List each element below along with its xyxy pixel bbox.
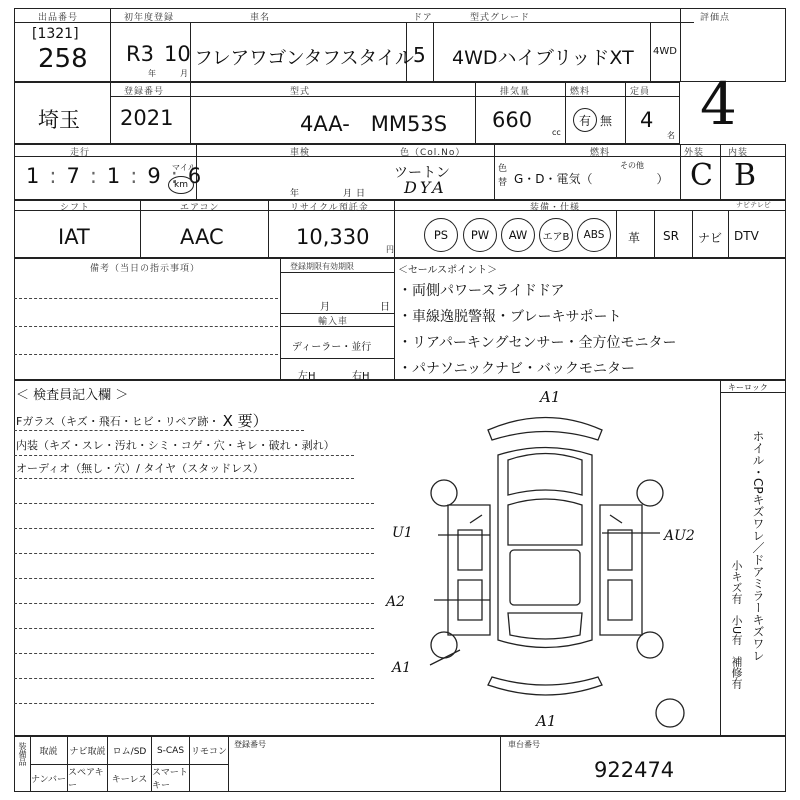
import-label: 輸入車 — [318, 317, 349, 327]
footer-item: ナビ取説 — [68, 737, 108, 764]
equip-text: エアB — [542, 231, 570, 243]
reg-month: 10 — [164, 42, 191, 66]
keylock-label: キーロック — [728, 383, 768, 392]
car-name-label: 車名 — [250, 13, 271, 23]
aircon: AAC — [180, 225, 224, 249]
equip-text: ABS — [583, 229, 605, 241]
interior-line: 内装（キズ・スレ・汚れ・シミ・コゲ・穴・キレ・破れ・剥れ） — [16, 439, 335, 452]
equipment-leather: 革 — [628, 231, 641, 245]
score-label: 評価点 — [700, 13, 731, 23]
frame-number: 922474 — [594, 758, 675, 782]
model-year: 2021 — [120, 106, 174, 130]
footer-item: S-CAS — [152, 737, 190, 764]
selling-point: ・車線逸脱警報・ブレーキサポート — [398, 309, 622, 325]
reg-number-label: 登録番号 — [234, 740, 266, 749]
deadline-label: 登録期限有効期限 — [290, 262, 354, 271]
score: 4 — [700, 70, 737, 138]
rear-window-shape — [508, 613, 582, 639]
cc-value: 660 — [492, 108, 533, 132]
selling-point: ・パナソニックナビ・バックモニター — [398, 361, 636, 377]
km-text: km — [174, 180, 188, 190]
glass-text: Fガラス（キズ・飛石・ヒビ・リペア跡・ — [16, 414, 220, 428]
car-name: フレアワゴンタフスタイル — [194, 47, 414, 69]
footer-item: スマートキー — [152, 765, 190, 791]
fuel-no: 無 — [600, 114, 613, 128]
damage-mark: A1 — [536, 712, 557, 730]
rear-bumper-shape — [488, 677, 602, 695]
seats: 4 — [640, 108, 654, 132]
roof-shape — [510, 550, 580, 605]
equipment-airbag — [539, 218, 573, 252]
mileage-digit: 1 — [26, 164, 40, 188]
insp-tsuki: 月 — [343, 189, 353, 199]
lot-label: 出品番号 — [38, 13, 79, 23]
selling-points-title: ＜セールスポイント＞ — [398, 265, 498, 276]
mileage-digit: 7 — [66, 164, 80, 188]
mileage-digit: 1 — [106, 164, 121, 188]
fuel-yes-text: 有 — [578, 113, 591, 128]
era-year: R3 — [126, 42, 154, 66]
deadline-day: 日 — [380, 302, 390, 313]
frame-number-label: 車台番号 — [508, 740, 540, 749]
seats-unit: 名 — [667, 131, 675, 140]
cc-label: 排気量 — [500, 87, 531, 97]
inspector-title: ＜ 検査員記入欄 ＞ — [16, 388, 129, 403]
equip-text: PS — [433, 228, 449, 242]
color-label: 色（Col.No） — [400, 148, 466, 158]
exterior-label: 外装 — [684, 148, 705, 158]
dealer-label: ディーラー・並行 — [292, 342, 372, 353]
drive: 4WD — [653, 46, 677, 57]
fuel-other: その他 — [620, 161, 644, 170]
equipment-aw — [501, 218, 535, 252]
fuel-types: G・D・電気（ ） — [514, 172, 669, 186]
handle-left: 左H — [298, 371, 316, 382]
damage-mark: AU2 — [664, 528, 695, 544]
interior-grade: B — [734, 158, 757, 193]
equipment-pw — [463, 218, 497, 252]
interior-label: 内装 — [728, 148, 749, 158]
recycle-yen: 円 — [386, 245, 394, 254]
fuel-yes — [573, 108, 597, 132]
fuel-type-label: 燃料 — [590, 148, 611, 158]
footer-item: ロム/SD — [108, 737, 152, 764]
damage-mark: A2 — [386, 594, 406, 610]
color-printed: ツートン — [394, 165, 450, 181]
tsuki-label: 月 — [180, 69, 188, 78]
fuel-label: 燃料 — [570, 87, 591, 97]
recycle-label: リサイクル預託金 — [290, 203, 369, 213]
shift-label: シフト — [60, 203, 91, 213]
side-note-2: 小キズ有 小U有 補修有 — [730, 560, 743, 690]
exterior-grade: C — [690, 158, 713, 193]
region: 埼玉 — [38, 108, 80, 132]
mileage-digit: 9 — [147, 164, 161, 188]
doors: 5 — [413, 43, 426, 67]
handle-right: 右H — [352, 371, 370, 382]
memo-label: 備考（当日の指示事項） — [90, 264, 201, 274]
equip-text: AW — [508, 228, 528, 242]
equip-text: PW — [470, 228, 490, 242]
front-bumper-shape — [488, 418, 602, 441]
wheel-fr — [637, 480, 663, 506]
wheel-fl — [431, 480, 457, 506]
selling-point: ・リアパーキングセンサー・全方位モニター — [398, 335, 677, 351]
car-diagram — [370, 385, 710, 735]
insp-nen: 年 — [290, 189, 300, 199]
year-label: 初年度登録 — [124, 13, 175, 23]
recycle-amount: 10,330 — [296, 225, 370, 249]
equipment-sr: SR — [663, 229, 679, 243]
selling-point: ・両側パワースライドドア — [398, 283, 565, 299]
hood-shape — [508, 454, 582, 496]
damage-mark: A1 — [392, 660, 412, 676]
insp-day: 日 — [356, 189, 366, 199]
mileage-digits: 1 : 7 : 1 : 9 : 6 — [26, 164, 202, 188]
lot-code: [1321] — [32, 26, 79, 42]
equipment-abs — [577, 218, 611, 252]
row1-subrule — [14, 22, 694, 23]
windshield-shape — [508, 499, 582, 545]
navi-tv-label: ナビテレビ — [736, 201, 771, 209]
regist-label: 登録番号 — [124, 87, 165, 97]
spare-wheel — [656, 699, 684, 727]
aircon-label: エアコン — [180, 203, 220, 213]
equipment-navi: ナビ — [698, 231, 723, 245]
equipment-label: 装備・仕様 — [530, 203, 581, 213]
fuel-types-text: G・D・電気（ — [514, 172, 593, 186]
color-written: DYA — [404, 178, 447, 197]
audio-line: オーディオ（無し・穴）/ タイヤ（スタッドレス） — [16, 462, 264, 475]
side-note: ホイル・CPキズワレ／ドアミラーキズワレ — [751, 430, 765, 662]
lot-number: 258 — [38, 44, 88, 74]
doors-label: ドア — [413, 13, 433, 23]
color-side: 色替 — [498, 164, 508, 188]
footer-item: ナンバー — [30, 765, 68, 791]
mileage-unit-km — [168, 176, 194, 194]
deadline-month: 月 — [320, 302, 330, 313]
wheel-rr — [637, 632, 663, 658]
seats-label: 定員 — [630, 87, 651, 97]
mileage-label: 走行 — [70, 148, 91, 158]
model-code-label: 型式 — [290, 87, 311, 97]
damage-mark: U1 — [392, 525, 413, 541]
footer-item: スペアキー — [68, 765, 108, 791]
glass-line — [16, 410, 268, 431]
grade-label: 型式グレード — [470, 13, 531, 23]
mileage-digit: 6 — [187, 164, 202, 188]
model-code: 4AA- MM53S — [300, 112, 448, 136]
damage-mark: A1 — [540, 388, 561, 406]
grade: 4WDハイブリッドXT — [452, 47, 634, 69]
shift: IAT — [58, 225, 90, 249]
footer-left-label: 装備品 — [18, 742, 27, 766]
mileage-unit-mile: マイル — [172, 163, 196, 172]
footer-item: 取説 — [30, 737, 68, 764]
body-outline — [498, 448, 592, 648]
inspection-label: 車検 — [290, 148, 311, 158]
footer-item: リモコン — [190, 747, 227, 757]
nen-label: 年 — [148, 69, 156, 78]
footer-item: キーレス — [108, 765, 152, 791]
equipment-ps — [424, 218, 458, 252]
glass-mark: X 要） — [222, 412, 268, 430]
cc-unit: cc — [552, 128, 561, 137]
equipment-dtv: DTV — [734, 229, 759, 243]
